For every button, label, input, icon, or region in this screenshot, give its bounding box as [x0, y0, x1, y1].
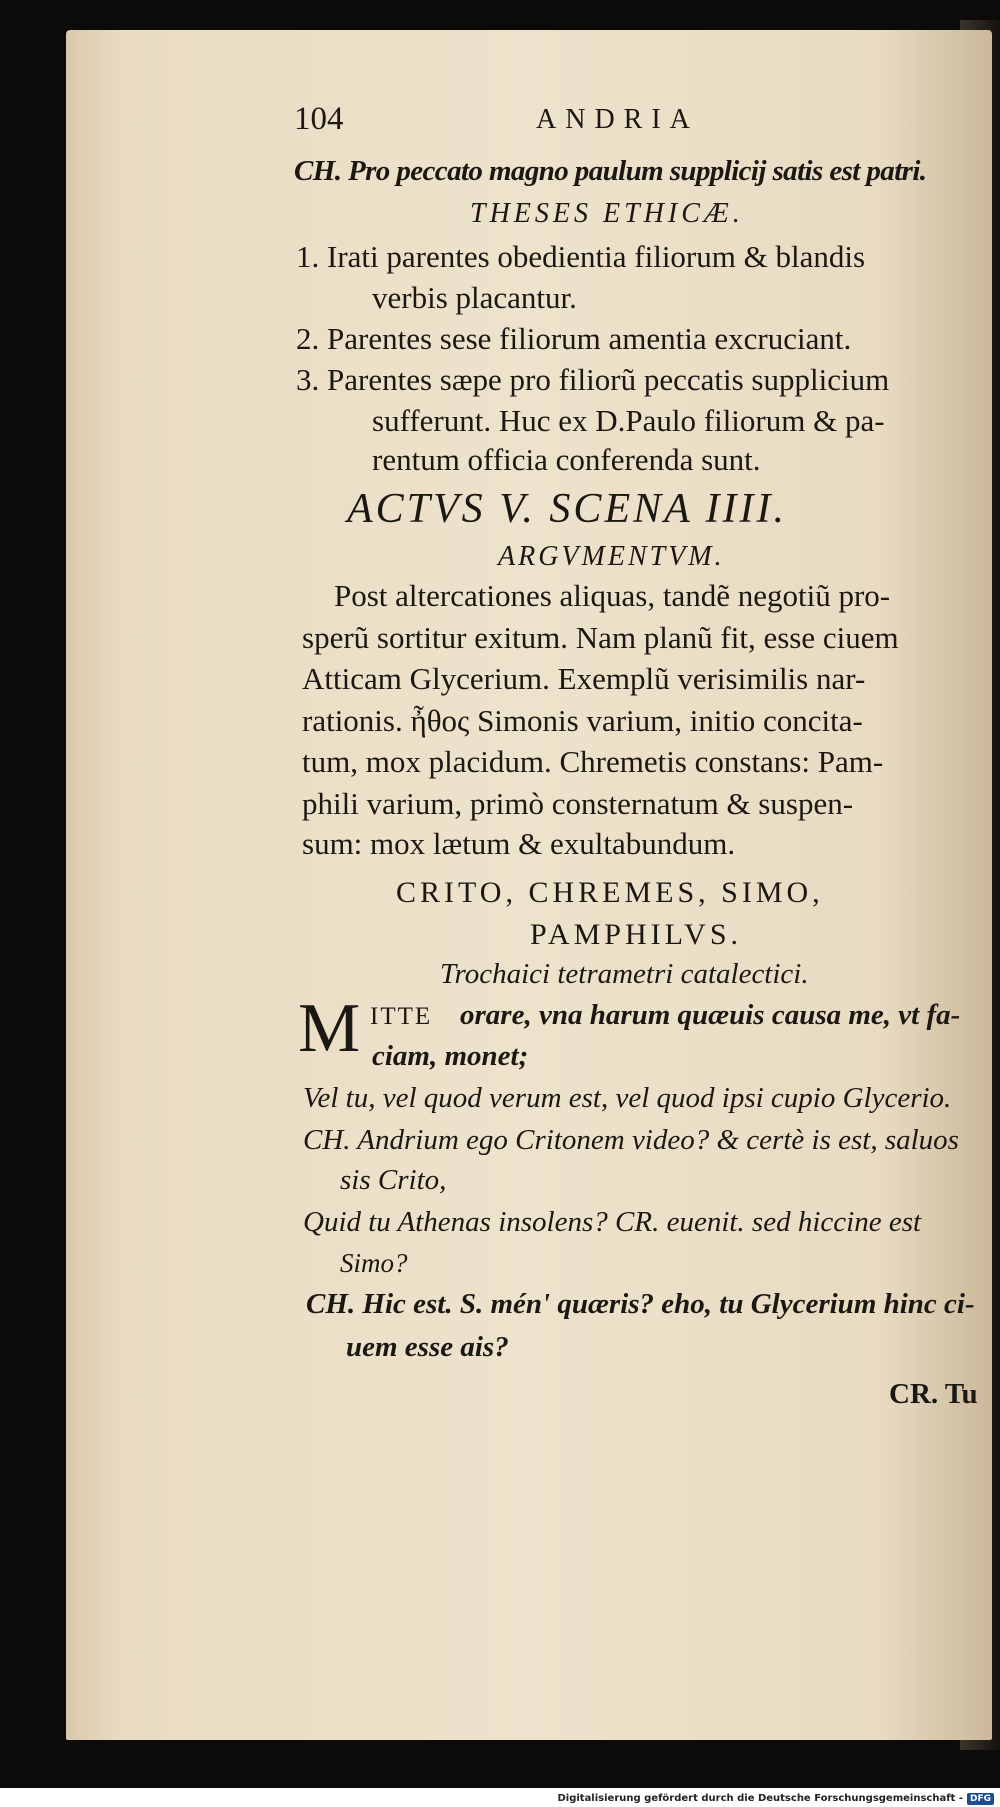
- act-scene-heading: ACTVS V. SCENA IIII.: [347, 486, 787, 532]
- initial-letter: M: [298, 990, 361, 1067]
- meter-heading: Trochaici tetrametri catalectici.: [440, 958, 809, 990]
- argument-line-4: rationis. ἦθος Simonis varium, initio concita-: [302, 703, 863, 738]
- argument-line-5: tum, mox placidum. Chremetis constans: Pam-: [302, 744, 884, 779]
- closing-verse-line: CH. Pro peccato magno paulum supplicij satis est patri.: [294, 155, 927, 187]
- credit-text: Digitalisierung gefördert durch die Deutsche Forschungsgemeinschaft -: [557, 1793, 963, 1804]
- argument-line-6: phili varium, primò consternatum & suspen-: [302, 786, 854, 821]
- dfg-logo: DFG: [967, 1793, 994, 1805]
- thesis-3: 3. Parentes sæpe pro filiorũ peccatis supplicium: [296, 362, 890, 397]
- argument-heading: ARGVMENTVM.: [498, 541, 725, 572]
- verse-1-caps: ITTE: [370, 1003, 433, 1030]
- verse-5: CH. Hic est. S. mén' quæris? eho, tu Glycerium hinc ci-: [306, 1288, 975, 1320]
- verse-3-cont: sis Crito,: [340, 1164, 447, 1196]
- catchword: CR. Tu: [889, 1378, 978, 1410]
- argument-line-2: sperũ sortitur exitum. Nam planũ fit, esse ciuem: [302, 620, 899, 655]
- thesis-3-cont: sufferunt. Huc ex D.Paulo filiorum & pa-: [372, 403, 885, 438]
- verse-5-cont: uem esse ais?: [346, 1331, 509, 1363]
- verse-4-cont: Simo?: [340, 1248, 408, 1278]
- digitization-credit: [557, 1790, 994, 1807]
- theses-heading: THESES ETHICÆ.: [470, 198, 744, 229]
- verse-2: Vel tu, vel quod verum est, vel quod ipsi cupio Glycerio.: [303, 1082, 952, 1114]
- verse-1-cont: ciam, monet;: [372, 1040, 529, 1072]
- verse-1: orare, vna harum quæuis causa me, vt fa-: [460, 999, 961, 1031]
- verse-4: Quid tu Athenas insolens? CR. euenit. sed hiccine est: [303, 1206, 922, 1238]
- thesis-3-cont2: rentum officia conferenda sunt.: [372, 442, 761, 477]
- page-number: 104: [294, 101, 344, 137]
- argument-line-7: sum: mox lætum & exultabundum.: [302, 826, 736, 861]
- characters-line-1: CRITO, CHREMES, SIMO,: [396, 876, 824, 909]
- running-title: ANDRIA: [536, 104, 699, 135]
- argument-line-1: Post altercationes aliquas, tandẽ negotiũ pro-: [334, 578, 891, 613]
- thesis-1: 1. Irati parentes obedientia filiorum & blandis: [296, 239, 866, 274]
- thesis-2: 2. Parentes sese filiorum amentia excruciant.: [296, 321, 852, 356]
- verse-3: CH. Andrium ego Critonem video? & certè is est, saluos: [303, 1124, 959, 1156]
- argument-line-3: Atticam Glycerium. Exemplũ verisimilis nar-: [302, 661, 866, 696]
- characters-line-2: PAMPHILVS.: [530, 918, 743, 951]
- thesis-1-cont: verbis placantur.: [372, 280, 577, 315]
